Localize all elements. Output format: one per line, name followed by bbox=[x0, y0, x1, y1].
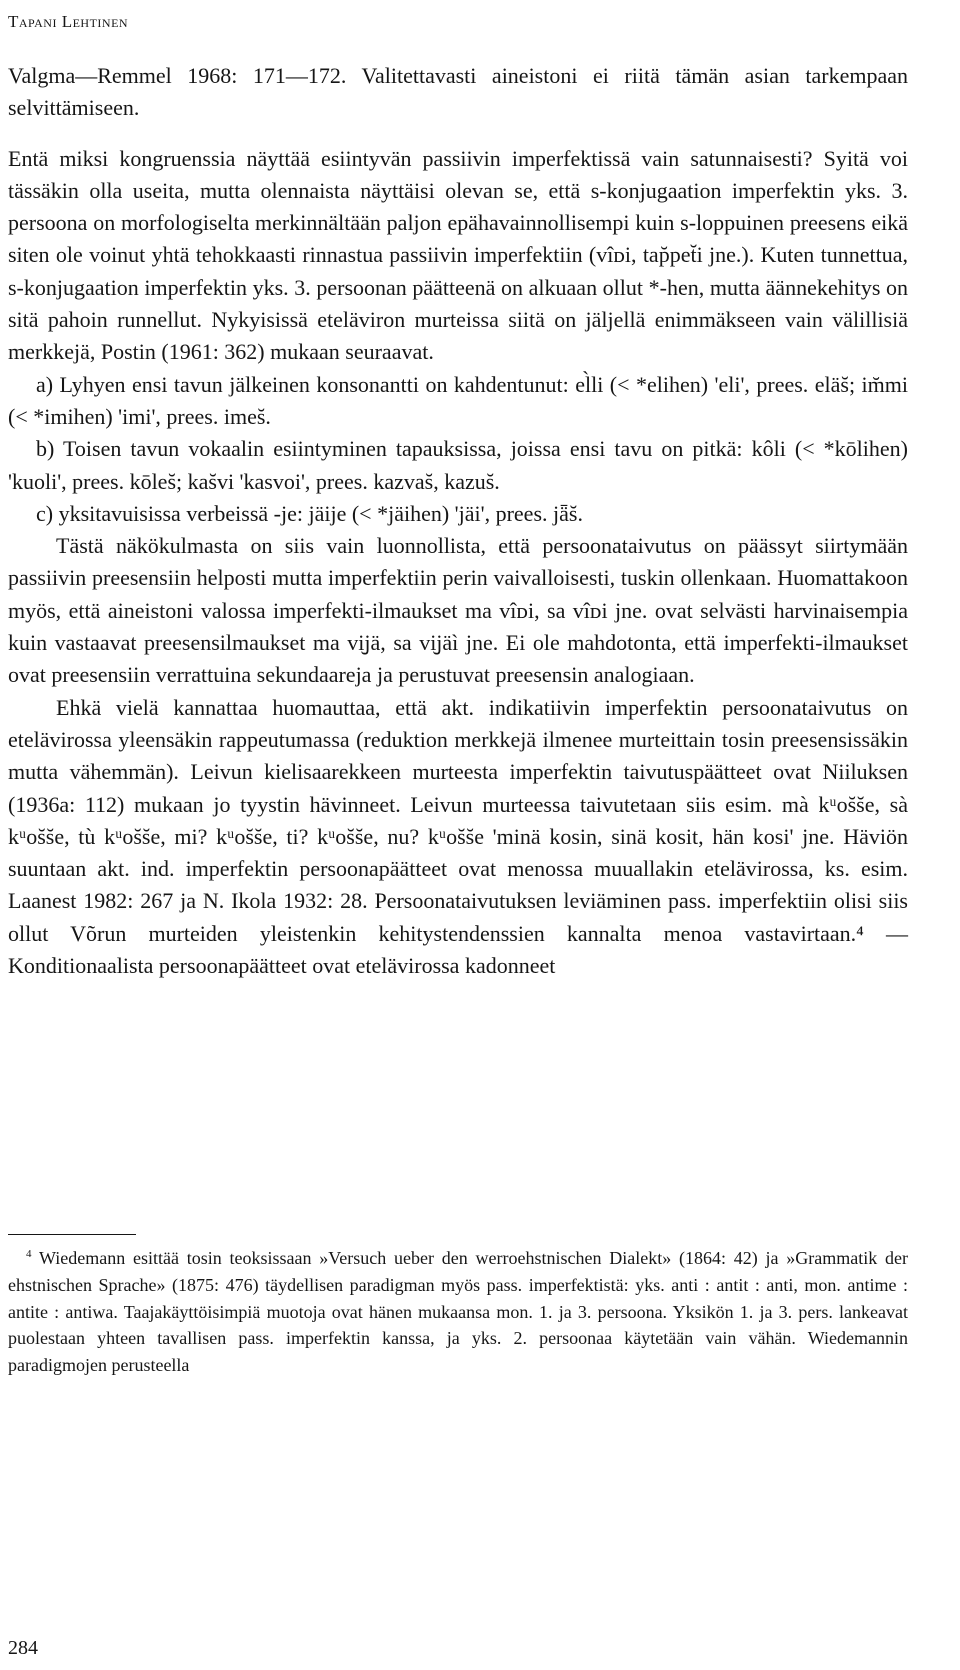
paragraph-5: c) yksitavuisissa verbeissä -je: jäije (< *jäihen) 'jäi', prees. jǟs̆. bbox=[36, 500, 583, 526]
footnote bbox=[8, 1245, 908, 1379]
footnote-divider bbox=[8, 1234, 136, 1235]
paragraph-3: a) Lyhyen ensi tavun jälkeinen konsonantti on kahdentunut: el̀li (< *elihen) 'eli', prees. eläs̆; im̆mi (< *imihen) 'imi', prees. imes̆. bbox=[8, 371, 908, 429]
paragraph-1: Valgma—Remmel 1968: 171—172. Valitettavasti aineistoni ei riitä tämän asian tarkempaan selvittämiseen. bbox=[8, 63, 908, 121]
running-head: Tapani Lehtinen bbox=[8, 12, 129, 31]
main-text bbox=[8, 60, 908, 982]
page-number: 284 bbox=[8, 1637, 38, 1659]
paragraph-4: b) Toisen tavun vokaalin esiintyminen tapauksissa, joissa ensi tavu on pitkä: kôli (< *kōlihen) 'kuoli', prees. kōles̆; kas̆vi 'kasvoi', prees. kazvas̆, kazus̆. bbox=[8, 436, 908, 494]
paragraph-6: Tästä näkökulmasta on siis vain luonnollista, että persoonataivutus on päässyt siirtymään passiivin preesensiin helposti mutta imperfektiin perin vaivalloisesti, tuskin ollenkaan. Huomattakoon myös, että aineistoni valossa imperfekti-ilmaukset ma vîᴅi, sa vîᴅi jne. ovat selvästi harvinaisempia kuin vastaavat preesensilmaukset ma vi̮jä, sa vi̮jäì jne. Ei ole mahdotonta, että imperfekti-ilmaukset ovat preesensiin verrattuina sekundaareja ja perustuvat preesensin analogiaan. bbox=[8, 533, 908, 688]
paragraph-2: Entä miksi kongruenssia näyttää esiintyvän passiivin imperfektissä vain satunnaisesti? Syitä voi tässäkin olla useita, mutta olennaista näyttäisi olevan se, että s-konjugaation imperfektin yks. 3. persoona on morfologiselta merkinnältään paljon epähavainnollisempi kuin s-loppuinen preesens eikä siten ole voinut yhtä tehokkaasti rinnastua passiivin imperfektiin (vîᴅi, tap̆pet̆i jne.). Kuten tunnettua, s-konjugaation imperfektin yks. 3. persoonan päätteenä on alkuaan ollut *-hen, mutta äännekehitys on sitä pahoin runnellut. Nykyisissä eteläviron murteissa siitä on jäljellä enimmäkseen vain välillisiä merkkejä, Postin (1961: 362) mukaan seuraavat. bbox=[8, 145, 908, 365]
footnote-text: Wiedemann esittää tosin teoksissaan »Versuch ueber den werroehstnischen Dialekt» (1864: 42) ja »Grammatik der ehstnischen Sprache» (1875: 476) täydellisen paradigman myös pass. imperfektistä: yks. anti : antit : anti, mon. antime : antite : antiwa. Taajakäyttöisimpiä muotoja ovat hänen mukaansa mon. 1. ja 3. persoona. Yksikön 1. ja 3. pers. lankeavat puolestaan yhteen tavallisen pass. imperfektin kanssa, ja yks. 2. persoonaa käytetään vain vähän. Wiedemannin paradigmojen perusteella bbox=[8, 1248, 908, 1376]
footnote-marker: 4 bbox=[26, 1248, 32, 1260]
paragraph-7: Ehkä vielä kannattaa huomauttaa, että akt. indikatiivin imperfektin persoonataivutus on etelävirossa yleensäkin rappeutumassa (reduktion merkkejä ilmenee murteittain tosin preesensissäkin mutta vähemmän). Leivun kielisaarekkeen murteesta imperfektin taivutuspäätteet ovat Niiluksen (1936a: 112) mukaan jo tyystin hävinneet. Leivun murteessa taivutetaan siis esim. mà kᵘos̆s̆e, sà kᵘos̆s̆e, tù kᵘos̆s̆e, mi? kᵘos̆s̆e, ti? kᵘos̆s̆e, nu? kᵘos̆s̆e 'minä kosin, sinä kosit, hän kosi' jne. Häviön suuntaan akt. ind. imperfektin persoonapäätteet ovat menossa muuallakin etelävirossa, ks. esim. Laanest 1982: 267 ja N. Ikola 1932: 28. Persoonataivutuksen leviäminen pass. imperfektiin olisi siis ollut Võrun murteiden yleistenkin kehitystendenssien kannalta menoa vastavirtaan.⁴ — Konditionaalista persoonapäätteet ovat etelävirossa kadonneet bbox=[8, 694, 908, 979]
